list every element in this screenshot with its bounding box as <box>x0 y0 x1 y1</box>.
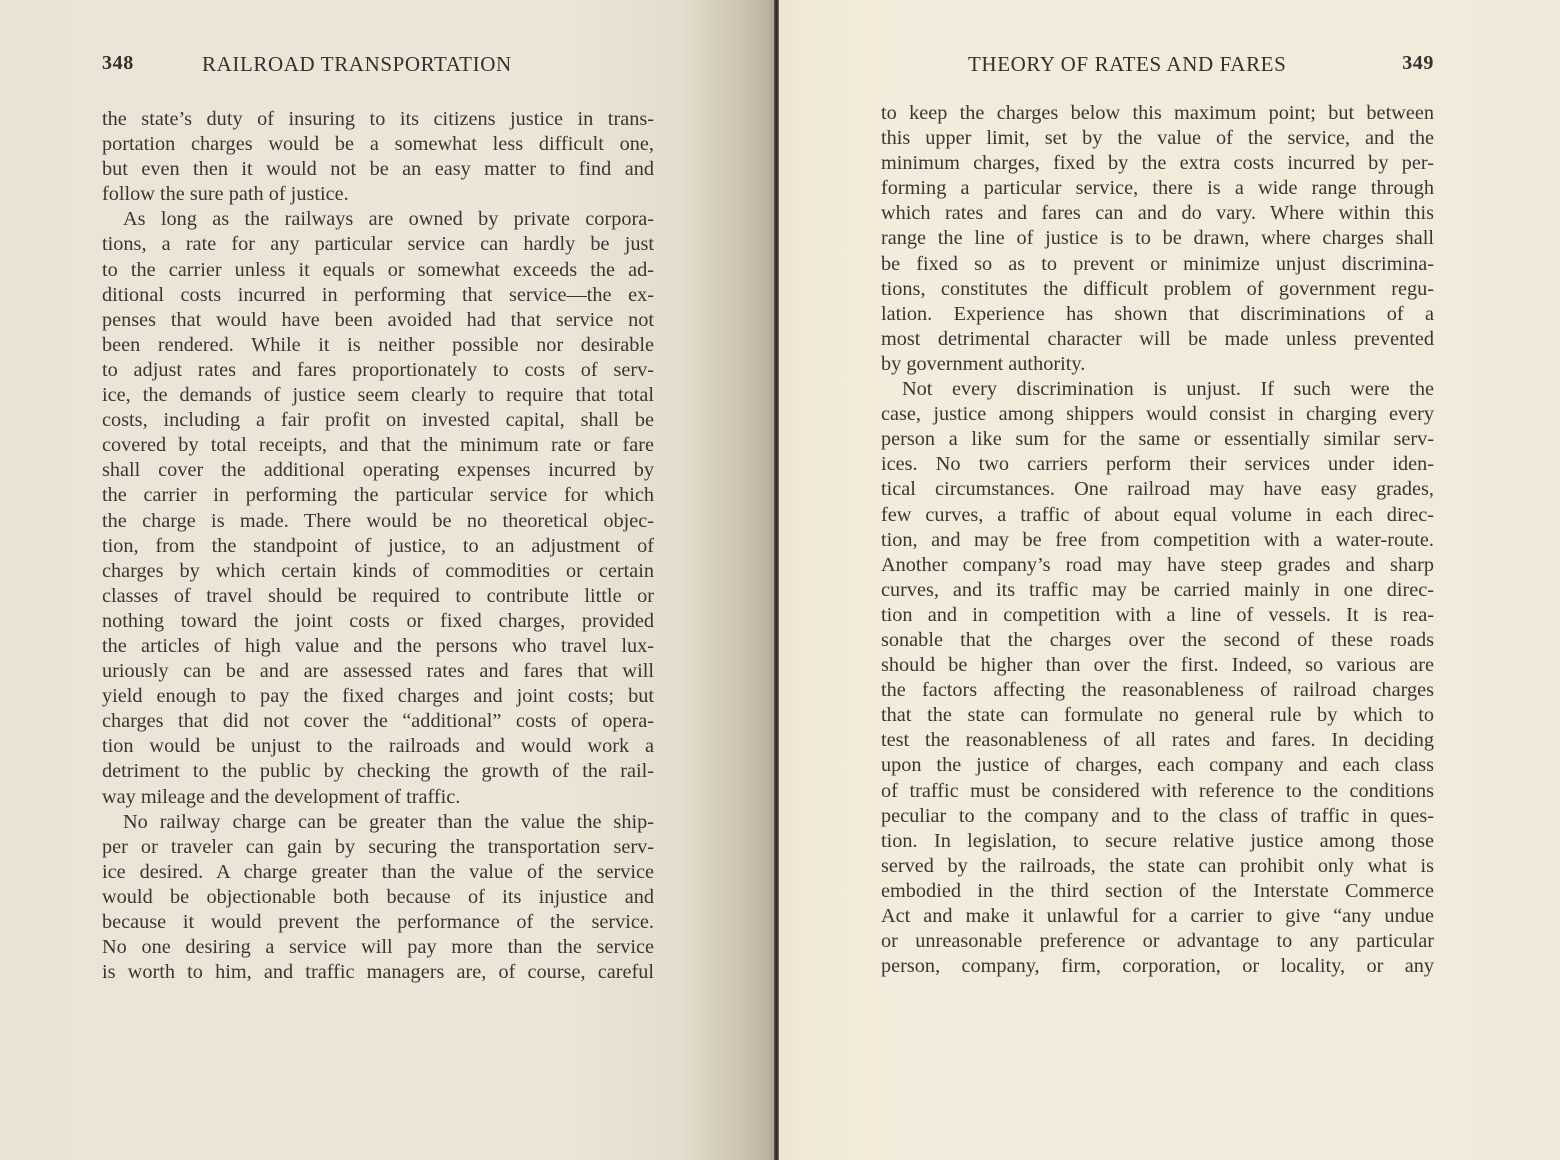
text-line: embodied in the third section of the Interstate Commerce <box>881 879 1434 902</box>
text-line: by government authority. <box>881 352 1086 375</box>
text-line: ice desired. A charge greater than the value of the service <box>102 860 654 883</box>
text-line: charges by which certain kinds of commodities or certain <box>102 559 654 582</box>
text-line: be fixed so as to prevent or minimize unjust discrimina- <box>881 252 1434 275</box>
text-line: would be objectionable both because of its injustice and <box>102 885 654 908</box>
text-line: tion would be unjust to the railroads and would work a <box>102 735 654 758</box>
text-line: curves, and its traffic may be carried mainly in one direc- <box>881 578 1434 601</box>
text-line: person, company, firm, corporation, or locality, or any <box>881 955 1434 978</box>
text-line: of traffic must be considered with reference to the conditions <box>881 779 1434 802</box>
text-line: sonable that the charges over the second of these roads <box>881 628 1434 651</box>
text-line: which rates and fares can and do vary. Where within this <box>881 202 1434 225</box>
text-line: to the carrier unless it equals or somewhat exceeds the ad- <box>102 258 654 281</box>
book-gutter <box>774 0 779 1160</box>
text-line: No one desiring a service will pay more than the service <box>102 936 654 959</box>
text-line: portation charges would be a somewhat less difficult one, <box>102 133 654 156</box>
text-line: that the state can formulate no general rule by which to <box>881 704 1434 727</box>
text-line: detriment to the public by checking the growth of the rail- <box>102 760 654 783</box>
left-page <box>0 0 776 1160</box>
text-line: No railway charge can be greater than the value the ship- <box>123 810 654 833</box>
text-line: ices. No two carriers perform their services under iden- <box>881 453 1434 476</box>
text-line: most detrimental character will be made unless prevented <box>881 327 1434 350</box>
text-line: or unreasonable preference or advantage to any particular <box>881 930 1434 953</box>
text-line: the state’s duty of insuring to its citizens justice in trans- <box>102 108 654 130</box>
text-line: tion, and may be free from competition with a water-route. <box>881 528 1434 551</box>
text-line: As long as the railways are owned by private corpora- <box>123 208 654 231</box>
text-line: nothing toward the joint costs or fixed charges, provided <box>102 609 654 632</box>
right-page-body <box>881 101 1434 979</box>
text-line: is worth to him, and traffic managers are, of course, careful <box>102 961 654 984</box>
text-line: served by the railroads, the state can prohibit only what is <box>881 854 1434 877</box>
text-line: been rendered. While it is neither possible nor desirable <box>102 333 654 356</box>
text-line: person a like sum for the same or essentially similar serv- <box>881 428 1434 451</box>
text-line: tion and in competition with a line of vessels. It is rea- <box>881 603 1434 626</box>
text-line: the carrier in performing the particular service for which <box>102 484 654 507</box>
text-line: this upper limit, set by the value of the service, and the <box>881 127 1434 150</box>
text-line: should be higher than over the first. Indeed, so various are <box>881 654 1434 677</box>
running-head-title: THEORY OF RATES AND FARES <box>968 52 1287 76</box>
running-head-title: RAILROAD TRANSPORTATION <box>202 52 512 76</box>
text-line: ice, the demands of justice seem clearly to require that total <box>102 384 654 407</box>
text-line: tion. In legislation, to secure relative justice among those <box>881 829 1434 852</box>
text-line: uriously can be and are assessed rates and fares that will <box>102 660 654 683</box>
text-line: upon the justice of charges, each company and each class <box>881 754 1434 777</box>
text-line: charges that did not cover the “additional” costs of opera- <box>102 710 654 733</box>
text-line: covered by total receipts, and that the minimum rate or fare <box>102 434 654 457</box>
text-line: follow the sure path of justice. <box>102 183 349 206</box>
text-line: penses that would have been avoided had that service not <box>102 308 654 331</box>
text-line: Act and make it unlawful for a carrier to give “any undue <box>881 905 1434 927</box>
text-line: tions, constitutes the difficult problem of government regu- <box>881 277 1434 300</box>
text-line: peculiar to the company and to the class of traffic in ques- <box>881 804 1434 827</box>
text-line: per or traveler can gain by securing the transportation serv- <box>102 835 654 858</box>
text-line: because it would prevent the performance of the service. <box>102 911 654 933</box>
text-line: ditional costs incurred in performing that service—the ex- <box>102 283 654 306</box>
text-line: the articles of high value and the persons who travel lux- <box>102 634 654 657</box>
text-line: to adjust rates and fares proportionately to costs of serv- <box>102 358 654 381</box>
text-line: costs, including a fair profit on invested capital, shall be <box>102 409 654 432</box>
page-number: 348 <box>102 52 134 74</box>
text-line: way mileage and the development of traffic. <box>102 785 461 808</box>
text-line: range the line of justice is to be drawn, where charges shall <box>881 227 1434 250</box>
text-line: the charge is made. There would be no theoretical objec- <box>102 509 654 532</box>
text-line: to keep the charges below this maximum point; but between <box>881 102 1434 124</box>
text-line: Not every discrimination is unjust. If such were the <box>902 378 1434 401</box>
text-line: few curves, a traffic of about equal volume in each direc- <box>881 503 1434 526</box>
text-line: lation. Experience has shown that discriminations of a <box>881 302 1434 325</box>
text-line: classes of travel should be required to contribute little or <box>102 584 654 607</box>
text-line: shall cover the additional operating expenses incurred by <box>102 459 654 482</box>
text-line: forming a particular service, there is a wide range through <box>881 177 1434 200</box>
left-page-body <box>102 107 654 985</box>
text-line: case, justice among shippers would consist in charging every <box>881 403 1434 426</box>
text-line: tion, from the standpoint of justice, to an adjustment of <box>102 534 654 557</box>
text-line: yield enough to pay the fixed charges and joint costs; but <box>102 685 654 708</box>
text-line: but even then it would not be an easy matter to find and <box>102 158 654 181</box>
page-number: 349 <box>1402 52 1434 74</box>
text-line: Another company’s road may have steep grades and sharp <box>881 553 1434 576</box>
text-line: the factors affecting the reasonableness of railroad charges <box>881 679 1434 702</box>
text-line: tions, a rate for any particular service can hardly be just <box>102 233 654 256</box>
left-running-head <box>102 52 654 82</box>
text-line: tical circumstances. One railroad may have easy grades, <box>881 478 1434 501</box>
text-line: minimum charges, fixed by the extra costs incurred by per- <box>881 152 1434 175</box>
right-running-head <box>968 52 1434 82</box>
text-line: test the reasonableness of all rates and fares. In deciding <box>881 729 1434 752</box>
